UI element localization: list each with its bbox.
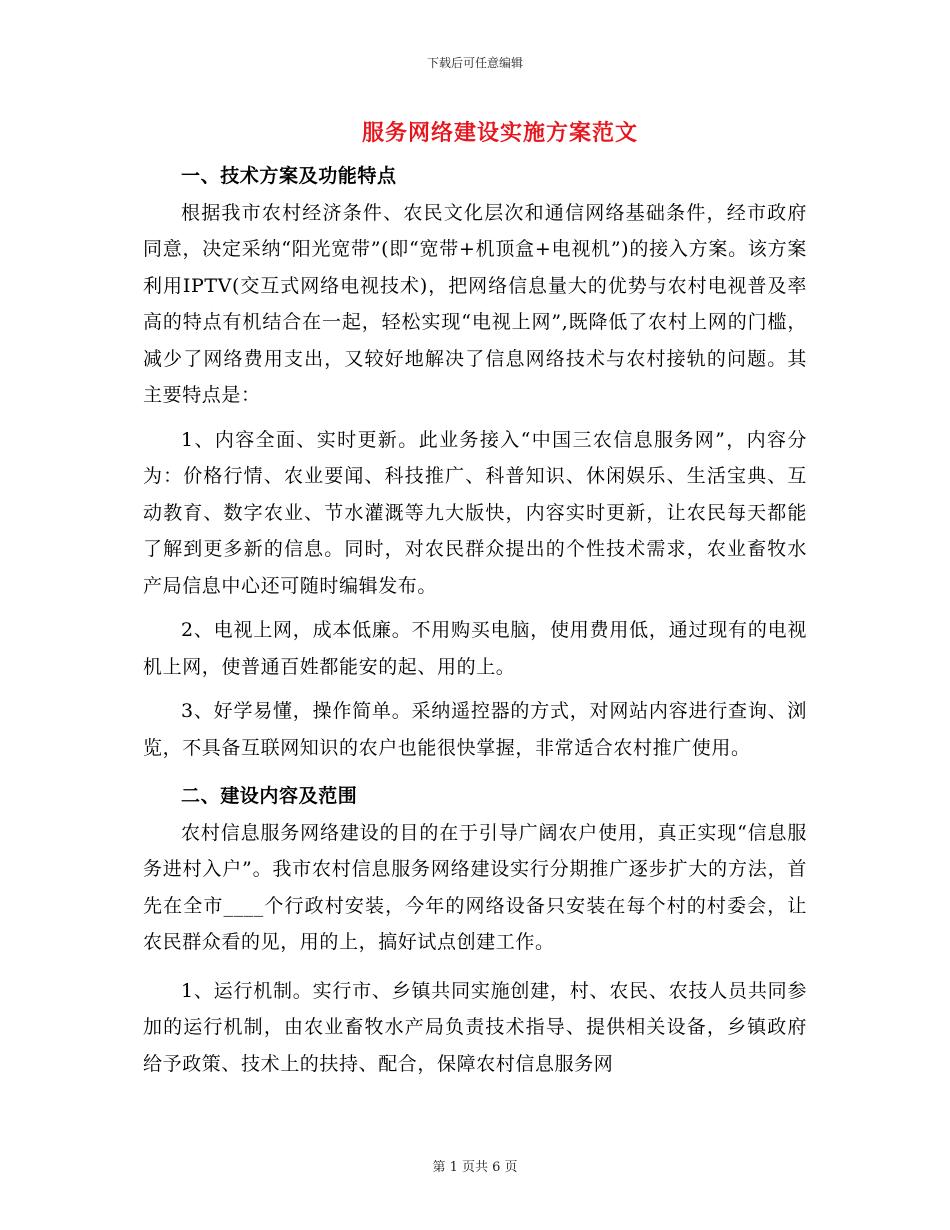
section1-intro: 根据我市农村经济条件、农民文化层次和通信网络基础条件，经市政府同意，决定采纳“阳光宽带”(即“宽带+机顶盒+电视机”)的接入方案。该方案利用IPTV(交互式网络电视技术)，把网络信息量大的优势与农村电视普及率高的特点有机结合在一起，轻松实现“电视上网”,既降低了农村上网的门槛，减少了网络费用支出，又较好地解决了信息网络技术与农村接轨的问题。其主要特点是： [143, 201, 807, 406]
document-body [143, 158, 807, 1082]
header-note: 下载后可任意编辑 [426, 56, 523, 70]
section1-item1: 1、内容全面、实时更新。此业务接入“中国三农信息服务网”，内容分为：价格行情、农业要闻、科技推广、科普知识、休闲娱乐、生活宝典、互动教育、数字农业、节水灌溉等九大版快，内容实时更新，让农民每天都能了解到更多新的信息。同时，对农民群众提出的个性技术需求，农业畜牧水产局信息中心还可随时编辑发布。 [143, 428, 807, 597]
section2-heading: 二、建设内容及范围 [181, 785, 358, 807]
section1-item3: 3、好学易懂，操作简单。采纳遥控器的方式，对网站内容进行查询、浏览，不具备互联网知识的农户也能很快掌握，非常适合农村推广使用。 [143, 700, 807, 759]
page-footer: 第 1 页共 6 页 [432, 1160, 518, 1175]
section1-item2: 2、电视上网，成本低廉。不用购买电脑，使用费用低，通过现有的电视机上网，使普通百姓都能安的起、用的上。 [143, 619, 807, 678]
section2-intro: 农村信息服务网络建设的目的在于引导广阔农户使用，真正实现“信息服务进村入户”。我市农村信息服务网络建设实行分期推广逐步扩大的方法，首先在全市____个行政村安装，今年的网络设备只安装在每个村的村委会，让农民群众看的见，用的上，搞好试点创建工作。 [143, 821, 807, 953]
section2-item1: 1、运行机制。实行市、乡镇共同实施创建，村、农民、农技人员共同参加的运行机制，由农业畜牧水产局负责技术指导、提供相关设备，乡镇政府给予政策、技术上的扶持、配合，保障农村信息服务网 [143, 979, 807, 1075]
document-title: 服务网络建设实施方案范文 [361, 120, 638, 146]
section1-heading: 一、技术方案及功能特点 [181, 165, 397, 187]
